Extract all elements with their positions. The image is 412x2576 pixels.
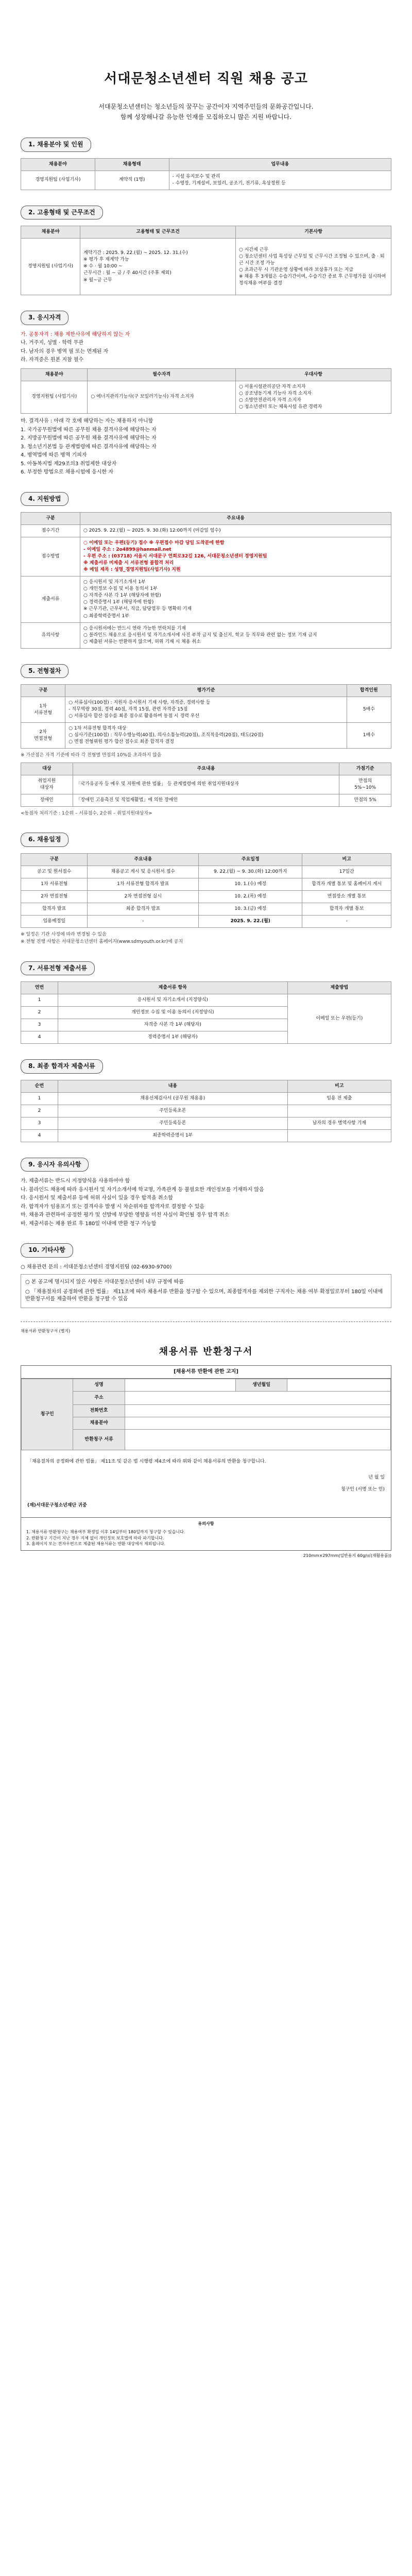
section-heading: 5. 전형절차 — [21, 664, 68, 678]
form-title: 채용서류 반환청구서 — [159, 1346, 253, 1358]
application-table: 구분 주요내용 접수기간 ○ 2025. 9. 22.(월) ~ 2025. 9. 30.(화) 12:00까지 (마감일 엄수) 접수방법 ○ 이메일 또는 우편(등기) 접수 ※ 우편접수 마감 당일 도착분에 한함 - 이메일 주소 : 2o4899@hanmail.net - 우편 주소 : (03718) 서울시 서대문구 연희로32길 126, 서대문청소년센터 경영지원팀 ※ 제출서류 미제출 시 서류전형 불합격 처리 ※ 메일 제목 : 성명_경영지원팀(사업기사) 지원 제출서류 ○ 응시원서 및 자기소개서 1부 ○ 개인정보 수집 및 이용 동의서 1부 ○ 자격증 사본 각 1부 (해당자에 한함) ○ 경력증명서 1부 (해당자에 한함) ※ 근무기관, 근무부서, 직급, 담당업무 등 명확히 기재 ○ 최종학력증명서 1부 유의사항 ○ 응시원서에는 반드시 연락 가능한 연락처를 기재 ○ 블라인드 채용으로 응시원서 및 자기소개서에 사진 부착 금지 및 출신지, 학교 등 직무와 관련 없는 정보 기재 금지 ○ 제출된 서류는 반환하지 않으며, 허위 기재 시 채용 취소 — [21, 512, 391, 649]
section-heading: 10. 기타사항 — [21, 1243, 73, 1257]
misc-box: ○ 본 공고에 명시되지 않은 사항은 서대문청소년센터 내부 규정에 따름 ○ 「채용절차의 공정화에 관한 법률」 제11조에 따라 채용서류 반환을 청구할 수 있으며, 최종합격자를 제외한 구직자는 채용 여부 확정일로부터 180일 이내에 반환청구서를 제출하여 반환을 청구할 수 있음 — [21, 1274, 391, 1308]
section-qualifications: 3. 응시자격 가. 공통자격 : 채용 제한사유에 해당하지 않는 자 나. 거주지, 성별 · 학력 무관 다. 남자의 경우 병역 필 또는 면제된 자 라. 자격증은 원본 지참 필수 채용분야 필수자격 우대사항 경영지원팀 (사업기사) ○ 에너지관리기능사(구 보일러기능사) 자격 소지자 ○ 서울시설관리공단 자격 소지자 ○ 공조냉동기계 기능사 자격 소지자 ○ 소방안전관리자 자격 소지자 ○ 청소년센터 또는 체육시설 유관 경력자 마. 결격사유 : 아래 각 호에 해당하는 자는 채용하지 아니함 1. 국가공무원법에 따른 공무원 채용 결격사유에 해당하는 자 2. 지방공무원법에 따른 공무원 채용 결격사유에 해당하는 자 3. 청소년기본법 등 관계법령에 따른 결격사유에 해당하는 자 4. 병역법에 따른 병역 기피자 5. 아동복지법 제29조의3 취업제한 대상자 6. 부정한 방법으로 채용시험에 응시한 자 — [21, 311, 391, 476]
section-selection-process: 5. 전형절차 구분 평가기준 합격인원 1차 서류전형 ○ 서류심사(100점) : 지원자 응시원서 기재 사항, 자격증, 경력사항 등 - 직무역량 30점, 경력 40점, 자격 15점, 관련 자격증 15점 ○ 서류심사 합산 점수를 최종 점수로 활용하며 동점 시 경력 우선 5배수 2차 면접전형 ○ 1차 서류전형 합격자 대상 ○ 심사기준(100점) : 직무수행능력(40점), 의사소통능력(20점), 조직적응력(20점), 태도(20점) ○ 면접 전형위원 평가 합산 점수로 최종 합격자 결정 1배수 ※ 가산점은 자격 기준에 따라 각 전형별 만점의 10%를 초과하지 않음 대상 주요내용 가점기준 취업지원 대상자 「국가유공자 등 예우 및 지원에 관한 법률」 등 관계법령에 의한 취업지원대상자 만점의 5%~10% 장애인 「장애인 고용촉진 및 직업재활법」에 의한 장애인 만점의 5% <동점자 처리기준 : 1순위 – 서류점수, 2순위 – 취업지원대상자> — [21, 664, 391, 818]
requested-documents-field[interactable] — [125, 1430, 390, 1450]
intro: 서대문청소년센터는 청소년들의 꿈꾸는 공간이자 지역주민들의 문화공간입니다. 함께 성장해나갈 유능한 인재를 모집하오니 많은 지원 바랍니다. — [98, 103, 314, 121]
position-field[interactable] — [125, 1417, 390, 1430]
section-misc: 10. 기타사항 ○ 채용관련 문의 : 서대문청소년센터 경영지원팀 (02-6930-9700) ○ 본 공고에 명시되지 않은 사항은 서대문청소년센터 내부 규정에 따름 ○ 「채용절차의 공정화에 관한 법률」 제11조에 따라 채용서류 반환을 청구할 수 있으며, 최종합격자를 제외한 구직자는 채용 여부 확정일로부터 180일 이내에 반환청구서를 제출하여 반환을 청구할 수 있음 — [21, 1243, 391, 1308]
section-final-documents — [21, 1059, 391, 1142]
final-documents-table: 순번 내용 비고 1 채용신체검사서 (공무원 채용용) 임용 전 제출 2 주민등록초본 3 주민등록등본 남자의 경우 병역사항 기재 4 최종학력증명서 1부 — [21, 1080, 391, 1142]
section-heading: 6. 채용일정 — [21, 833, 68, 846]
section-notes: 9. 응시자 유의사항 가. 제출서류는 반드시 지정양식을 사용하여야 함 나. 블라인드 채용에 따라 응시원서 및 자기소개서에 학교명, 가족관계 등 불필요한 개인정보를 기재하지 않음 다. 응시원서 및 제출서류 등에 허위 사실이 있을 경우 합격을 취소함 라. 합격자가 임용포기 또는 결격사유 발생 시 차순위자를 합격자로 결정할 수 있음 마. 채용과 관련하여 공정한 평가 및 선발에 부당한 영향을 미친 사실이 확인될 경우 합격 취소 바. 제출서류는 채용 완료 후 180일 이내에 반환 청구 가능함 — [21, 1158, 391, 1228]
name-field[interactable] — [125, 1379, 235, 1392]
section-heading: 2. 고용형태 및 근무조건 — [21, 206, 103, 219]
section-schedule: 6. 채용일정 구분 주요내용 주요일정 비고 공고 및 원서접수 채용공고 게시 및 응시원서 접수 9. 22.(월) ~ 9. 30.(화) 12:00까지 17일간 1차 서류전형 1차 서류전형 합격자 발표 10. 1.(수) 예정 합격자 개별 통보 및 홈페이지 게시 2차 면접전형 2차 면접전형 실시 10. 2.(목) 예정 면접장소 개별 통보 합격자 발표 최종 합격자 발표 10. 3.(금) 예정 합격자 개별 통보 임용예정일 - 2025. 9. 22.(월) - ※ 일정은 기관 사정에 따라 변경될 수 있음 ※ 전형 진행 사항은 서대문청소년센터 홈페이지(www.sdmyouth.or.kr)에 공지 — [21, 833, 391, 945]
birthdate-field[interactable] — [287, 1379, 391, 1392]
selection-table: 구분 평가기준 합격인원 1차 서류전형 ○ 서류심사(100점) : 지원자 응시원서 기재 사항, 자격증, 경력사항 등 - 직무역량 30점, 경력 40점, 자격 15점, 관련 자격증 15점 ○ 서류심사 합산 점수를 최종 점수로 활용하며 동점 시 경력 우선 5배수 2차 면접전형 ○ 1차 서류전형 합격자 대상 ○ 심사기준(100점) : 직무수행능력(40점), 의사소통능력(20점), 조직적응력(20점), 태도(20점) ○ 면접 전형위원 평가 합산 점수로 최종 합격자 결정 1배수 — [21, 684, 391, 749]
page-title: 서대문청소년센터 직원 채용 공고 — [104, 71, 308, 87]
section-documents — [21, 961, 391, 1044]
section-application-method — [21, 492, 391, 649]
phone-field[interactable] — [125, 1405, 390, 1417]
form-statement: 「채용절차의 공정화에 관한 법률」 제11조 및 같은 법 시행령 제4조에 따라 위와 같이 채용서류의 반환을 청구합니다. 년 월 일 청구인 (서명 또는 인) (재)서대문구청소년재단 귀중 — [27, 1459, 385, 1509]
section-heading: 8. 최종 합격자 제출서류 — [21, 1059, 103, 1073]
section-recruitment-field — [21, 138, 391, 190]
section-heading: 4. 지원방법 — [21, 492, 68, 506]
conditions-table: 채용분야 고용형태 및 근무조건 기본사항 경영지원팀 (사업기사) 계약기간 : 2025. 9. 22.(월) ~ 2025. 12. 31.(수) ※ 평가 후 재계약 가능 ※ 수 · 월 10:00 ~ 근무시간 : 월 ~ 금 / 주 40시간 (주휴 제외) ※ 월~금 근무 ○ 시간제 근무 ○ 청소년센터 사업 특성상 근무일 및 근무시간 조정될 수 있으며, 출 · 퇴근 시간 조정 가능 ○ 초과근무 시 기관운영 상황에 따라 보상휴가 또는 지급 ※ 채용 후 3개월은 수습기간이며, 수습기간 종료 후 근무평가를 실시하여 정식채용 여부를 결정 — [21, 226, 391, 295]
form-box: [채용서류 반환에 관한 고지] 청구인 성명 생년월일 주소 전화번호 채용분야 반환청구 서류 「채용절차의 공정화에 관한 법률」 제11조 및 같은 법 시행령 제4조에 따라 위와 같이 채용서류의 반환을 청구합니다. 년 월 일 청구인 (서명 또는 인) (재)서대문구청소년재단 귀중 유의사항 1. 채용서류 반환청구는 채용여부 확정일 이후 14일부터 180일까지 청구할 수 있습니다. 2. 반환청구 기간이 지난 경우 지체 없이 개인정보 보호법에 따라 파기합니다. 3. 홈페이지 또는 전자우편으로 제출된 채용서류는 반환 대상에서 제외됩니다. — [21, 1365, 391, 1551]
section-heading: 1. 채용분야 및 인원 — [21, 138, 91, 151]
section-heading: 9. 응시자 유의사항 — [21, 1158, 89, 1172]
form-notices: 유의사항 1. 채용서류 반환청구는 채용여부 확정일 이후 14일부터 180일까지 청구할 수 있습니다. 2. 반환청구 기간이 지난 경우 지체 없이 개인정보 보호법에 따라 파기합니다. 3. 홈페이지 또는 전자우편으로 제출된 채용서류는 반환 대상에서 제외됩니다. — [21, 1517, 391, 1550]
address-field[interactable] — [125, 1392, 390, 1405]
return-request-form: 채용서류 반환청구서 (별지) 채용서류 반환청구서 [채용서류 반환에 관한 고지] 청구인 성명 생년월일 주소 전화번호 채용분야 반환청구 서류 「채용절차의 공정화에 관한 법률」 제11조 및 같은 법 시행령 제4조에 따라 위와 같이 채용서류의 반환을 청구합니다. 년 월 일 청구인 (서명 또는 인) (재)서대문구청소년재단 귀중 유의사항 1. 채용서류 반환청구는 채용여부 확정일 이후 14일부터 180일까지 청구할 수 있습니다. 2. 반환청구 기간이 지난 경우 지체 없이 개인정보 보호법에 따라 파기합니다. 3. 홈페이지 또는 전자우편으로 제출된 채용서류는 반환 대상에서 제외됩니다. 210mm×297mm(일반용지 60g/㎡(재활용품)) — [21, 1328, 391, 1558]
section-heading: 7. 서류전형 제출서류 — [21, 961, 95, 975]
qualification-table: 채용분야 필수자격 우대사항 경영지원팀 (사업기사) ○ 에너지관리기능사(구 보일러기능사) 자격 소지자 ○ 서울시설관리공단 자격 소지자 ○ 공조냉동기계 기능사 자격 소지자 ○ 소방안전관리자 자격 소지자 ○ 청소년센터 또는 체육시설 유관 경력자 — [21, 368, 391, 414]
section-heading: 3. 응시자격 — [21, 311, 68, 325]
schedule-table: 구분 주요내용 주요일정 비고 공고 및 원서접수 채용공고 게시 및 응시원서 접수 9. 22.(월) ~ 9. 30.(화) 12:00까지 17일간 1차 서류전형 1차 서류전형 합격자 발표 10. 1.(수) 예정 합격자 개별 통보 및 홈페이지 게시 2차 면접전형 2차 면접전형 실시 10. 2.(목) 예정 면접장소 개별 통보 합격자 발표 최종 합격자 발표 10. 3.(금) 예정 합격자 개별 통보 임용예정일 - 2025. 9. 22.(월) - — [21, 853, 391, 928]
divider — [21, 1321, 391, 1322]
bonus-table: 대상 주요내용 가점기준 취업지원 대상자 「국가유공자 등 예우 및 지원에 관한 법률」 등 관계법령에 의한 취업지원대상자 만점의 5%~10% 장애인 「장애인 고용촉진 및 직업재활법」에 의한 장애인 만점의 5% — [21, 762, 391, 807]
documents-table: 연번 제출서류 항목 제출방법 1 응시원서 및 자기소개서 (지정양식) 이메일 또는 우편(등기) 2 개인정보 수집 및 이용 동의서 (지정양식) 3 자격증 사본 각 1부 (해당자) 4 경력증명서 1부 (해당자) — [21, 981, 391, 1044]
recruitment-table: 채용분야 채용형태 업무내용 경영지원팀 (사업기사) 계약직 (1명) - 시설 유지보수 및 관리 - 수영장, 기계설비, 보일러, 공조기, 전기류, 옥상정원 등 — [21, 158, 391, 190]
section-employment-conditions — [21, 206, 391, 295]
claimant-table: 청구인 성명 생년월일 주소 전화번호 채용분야 반환청구 서류 — [21, 1379, 391, 1450]
